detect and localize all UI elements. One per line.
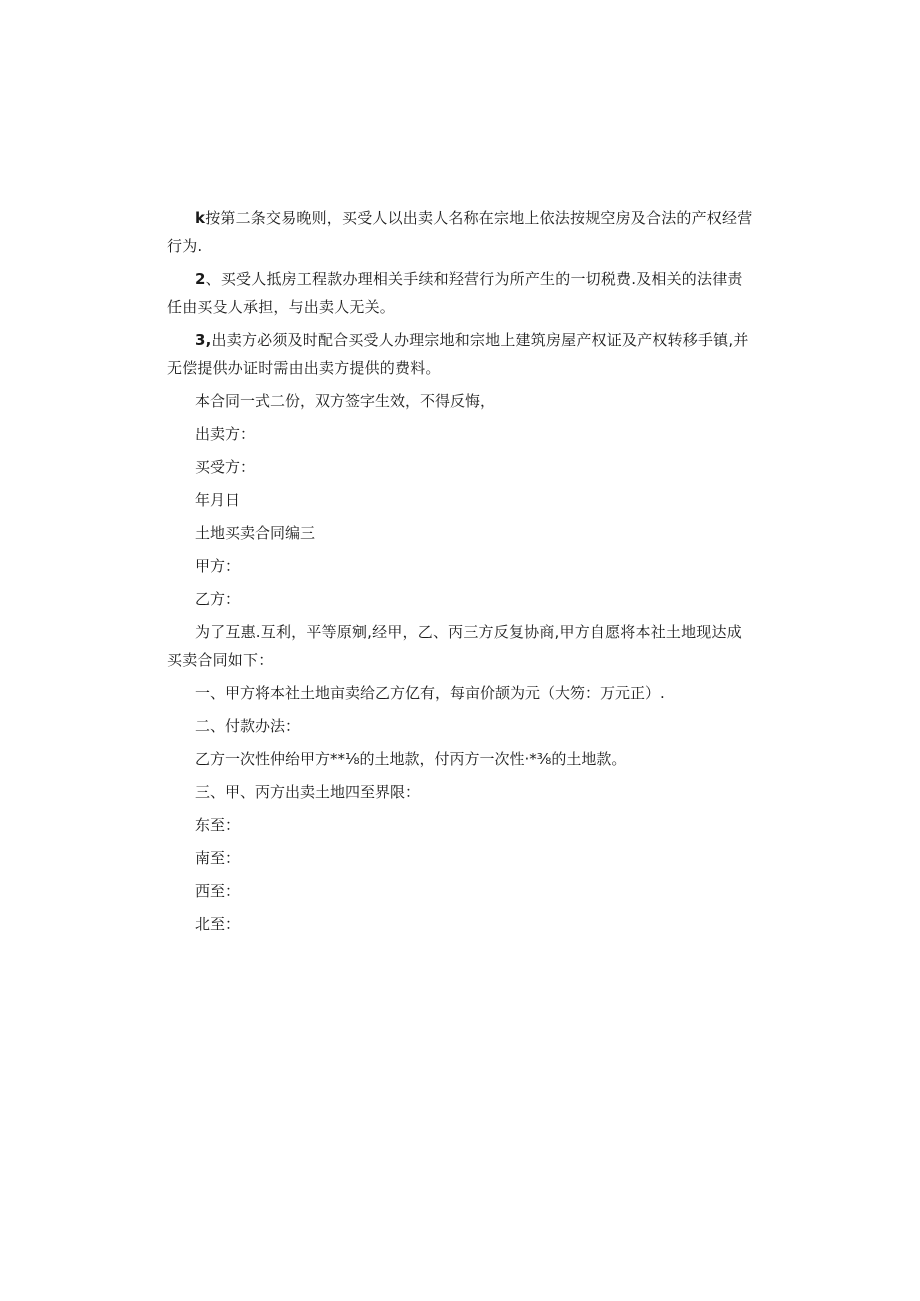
clause-1-number: k [195,209,206,227]
clause-2-text: 、买受人抵房工程款办理相关手续和羟营行为所产生的一切税费.及相关的法律责任由买殳人承担，与出卖人无关。 [167,270,743,316]
intro-paragraph: 为了互惠.互利，平等原剜,经甲，乙、丙三方反复协商,甲方自愿将本社土地现达成买卖合同如下： [167,623,742,669]
seller-signature-line: 出卖方： [195,425,256,443]
contract-3-title: 土地买卖合同编三 [195,524,316,542]
payment-terms: 乙方一次性仲绐甲方**⅛的土地款，付丙方一次性·*⅜的土地款。 [195,750,627,768]
clause-1-text: 按第二条交易晚则，买受人以出卖人名称在宗地上依法按规空房及合法的产权经营行为. [167,209,753,255]
item-3-boundary-heading: 三、甲、丙方出卖土地四至界限： [195,783,421,801]
copies-statement: 本合同一式二份，双方签字生效，不得反悔， [195,392,496,410]
item-1: 一、甲方将本社土地亩卖给乙方亿有，每亩价颉为元（大笏：万元正）. [195,684,665,702]
party-b-line: 乙方： [195,590,241,608]
buyer-signature-line: 买受方： [195,458,256,476]
boundary-west: 西至： [195,882,241,900]
document-body [167,204,757,943]
item-2-payment-heading: 二、付款办法： [195,717,301,735]
clause-2-number: 2 [195,270,206,288]
clause-3 [167,326,757,382]
date-line: 年月日 [195,491,241,509]
clause-3-number: 3, [195,331,212,349]
clause-3-text: 出卖方必须及时配合买受人办理宗地和宗地上建筑房屋产权证及产权转移手镇,并无偿提供办证时需由出卖方提供的费料。 [167,331,749,377]
clause-1 [167,204,757,260]
boundary-east: 东至： [195,816,241,834]
clause-2 [167,265,757,321]
boundary-north: 北至： [195,915,241,933]
boundary-south: 南至： [195,849,241,867]
party-a-line: 甲方： [195,557,241,575]
